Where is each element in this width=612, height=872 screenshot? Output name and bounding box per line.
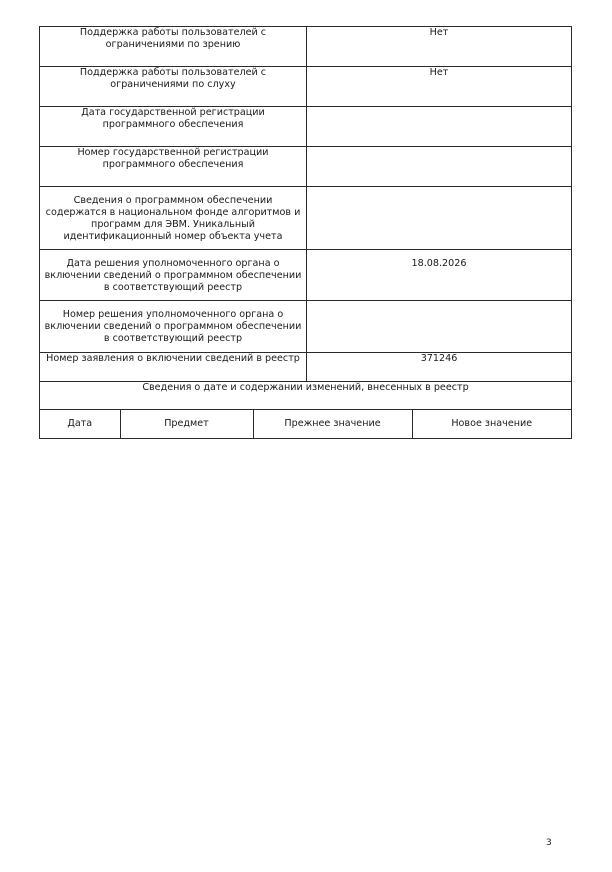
table-row xyxy=(40,147,572,187)
row-label: Номер государственной регистрации программного обеспечения xyxy=(40,147,307,187)
column-header-old-value: Прежнее значение xyxy=(253,410,412,438)
row-label: Сведения о программном обеспечении содержатся в национальном фонде алгоритмов и программ для ЭВМ. Уникальный идентификационный номер объекта учета xyxy=(40,187,307,250)
column-header-new-value: Новое значение xyxy=(451,418,533,429)
row-label: Номер решения уполномоченного органа о включении сведений о программном обеспечении в соответствующий реестр xyxy=(40,301,307,353)
column-header-date: Дата xyxy=(40,410,120,438)
registry-table xyxy=(39,26,572,439)
table-row xyxy=(40,250,572,301)
row-value xyxy=(307,301,572,353)
table-row xyxy=(40,301,572,353)
row-label: Поддержка работы пользователей с ограничениями по зрению xyxy=(40,27,307,67)
table-row xyxy=(40,187,572,250)
changes-header-row xyxy=(40,410,572,439)
page-number: 3 xyxy=(546,838,552,848)
row-value: 371246 xyxy=(307,353,572,382)
changes-title-row xyxy=(40,382,572,410)
row-value: Нет xyxy=(307,27,572,67)
changes-header-table xyxy=(40,410,571,438)
table-row xyxy=(40,27,572,67)
row-value xyxy=(307,147,572,187)
column-header-subject: Предмет xyxy=(120,410,253,438)
row-value xyxy=(307,187,572,250)
row-label: Дата государственной регистрации программного обеспечения xyxy=(40,107,307,147)
table-row xyxy=(40,107,572,147)
row-value: 18.08.2026 xyxy=(307,250,572,301)
table-row xyxy=(40,67,572,107)
row-label: Номер заявления о включении сведений в реестр xyxy=(40,353,307,382)
row-value xyxy=(307,107,572,147)
row-label: Дата решения уполномоченного органа о включении сведений о программном обеспечении в соответствующий реестр xyxy=(40,250,307,301)
row-label: Поддержка работы пользователей с ограничениями по слуху xyxy=(40,67,307,107)
row-value: Нет xyxy=(307,67,572,107)
table-row xyxy=(40,353,572,382)
changes-title: Сведения о дате и содержании изменений, внесенных в реестр xyxy=(40,382,572,410)
